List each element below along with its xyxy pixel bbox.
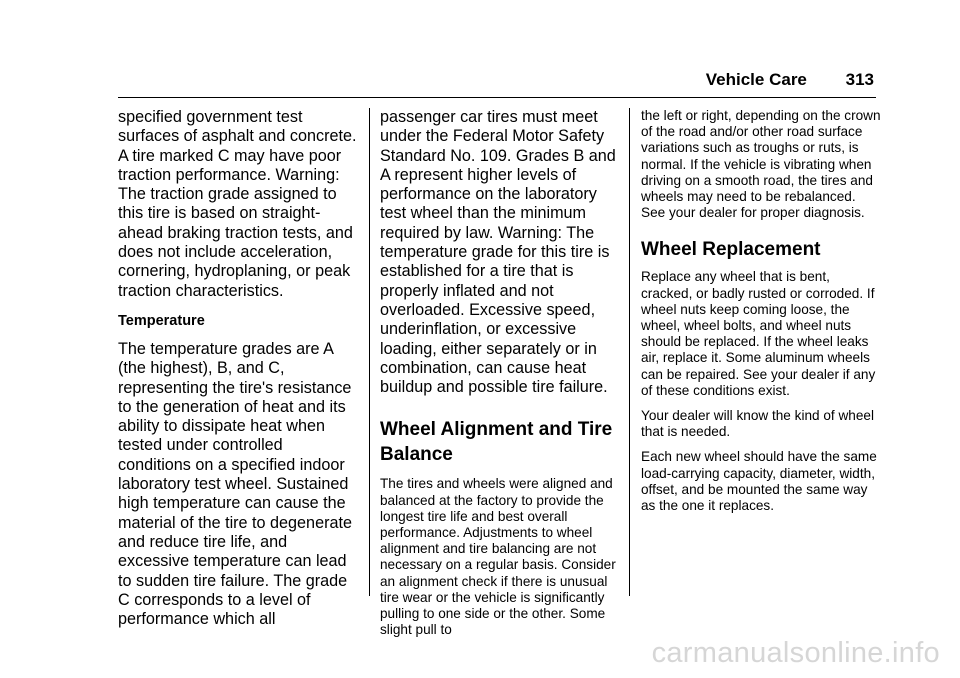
- wheel-replacement-heading: Wheel Replacement: [641, 239, 821, 261]
- temperature-continuation-paragraph: passenger car tires must meet under the Federal Motor Safety Standard No. 109. Grades B and A represent higher levels of performance on the laboratory test wheel than the minimum required by law. Warning: The temperature grade for this tire is established for a tire that is properly inflated and not overloaded. Excessive speed, underinflation, or excessive loading, either separately or in combination, can cause heat buildup and possible tire failure.: [380, 108, 616, 397]
- column-3: [641, 108, 881, 523]
- wheel-alignment-paragraph: The tires and wheels were aligned and balanced at the factory to provide the longest tire life and best overall performance. Adjustments to wheel alignment and tire balancing are not necessary on a regular basis. Consider an alignment check if there is unusual tire wear or the vehicle is significantly pulling to one side or the other. Some slight pull to: [380, 476, 616, 638]
- watermark: carmanualsonline.info: [651, 637, 940, 669]
- column-2: [380, 108, 620, 649]
- header-rule: [118, 97, 876, 98]
- traction-continuation-paragraph: specified government test surfaces of asphalt and concrete. A tire marked C may have poor traction performance. Warning: The traction grade assigned to this tire is based on straight-ahead braking traction tests, and does not include acceleration, cornering, hydroplaning, or peak traction characteristics.: [118, 108, 357, 300]
- temperature-paragraph: The temperature grades are A (the highest), B, and C, representing the tire's resistance to the generation of heat and its ability to dissipate heat when tested under controlled conditions on a specified indoor laboratory test wheel. Sustained high temperature can cause the material of the tire to degenerate and reduce tire life, and excessive temperature can lead to sudden tire failure. The grade C corresponds to a level of performance which all: [118, 339, 352, 629]
- page-number: 313: [845, 70, 874, 89]
- column-1: [118, 108, 358, 640]
- column-divider-1: [369, 108, 370, 596]
- wheel-alignment-heading: Wheel Alignment and Tire Balance: [380, 419, 613, 466]
- column-divider-2: [629, 108, 630, 596]
- wheel-replacement-paragraph-2: Your dealer will know the kind of wheel that is needed.: [641, 408, 874, 440]
- wheel-replacement-paragraph-1: Replace any wheel that is bent, cracked, or badly rusted or corroded. If wheel nuts keep coming loose, the wheel, wheel bolts, and wheel nuts should be replaced. If the wheel leaks air, replace it. Some aluminum wheels can be repaired. See your dealer if any of these conditions exist.: [641, 269, 876, 398]
- temperature-subheading: Temperature: [118, 312, 205, 329]
- wheel-replacement-paragraph-3: Each new wheel should have the same load-carrying capacity, diameter, width, offset, and be mounted the same way as the one it replaces.: [641, 449, 877, 514]
- section-title: Vehicle Care: [705, 70, 807, 89]
- page-header: [706, 70, 874, 90]
- alignment-continuation-paragraph: the left or right, depending on the crown of the road and/or other road surface variations such as troughs or ruts, is normal. If the vehicle is vibrating when driving on a smooth road, the tires and wheels may need to be rebalanced. See your dealer for proper diagnosis.: [641, 108, 881, 221]
